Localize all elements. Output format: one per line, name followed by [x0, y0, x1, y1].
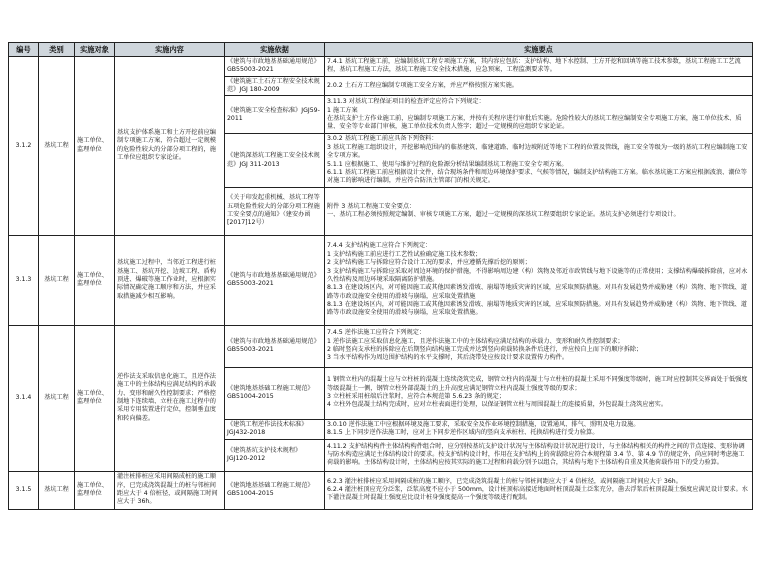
point-line: 2 临时竖向支承柱的拆除应在后期竖向结构施工完成并达到竖向荷载转换条件后进行，并应按自上而下的顺序拆除； — [327, 346, 643, 354]
cell-target: 施工单位、监理单位 — [75, 325, 115, 471]
table-header-row — [9, 43, 753, 57]
cell-basis: 《关于印发起重机械、基坑工程等五项危险性较大的分部分项工程施工安全要点的通知》（建安办函[2017]12号） — [225, 187, 325, 235]
cell-points — [325, 134, 753, 187]
standards-table — [8, 42, 752, 510]
point-line: 3.0.2 基坑工程施工前应具备下列资料： — [327, 135, 438, 143]
point-line: 8.1.3 在建设场区内，对可能因施工或其他因素诱发滑坡、崩塌等地质灾害的区域，应采取预防措施。对具有发展趋势并威胁建（构）筑物、地下管线、道路等市政设施安全使用的滑坡与崩塌，应采取处置措施 — [327, 284, 747, 300]
table-row — [9, 57, 753, 77]
table-row — [9, 471, 753, 509]
point-line: 4.11.2 支护结构构件主体结构构件组合时，应分别按基坑支护设计状况与主体结构设计状况进行设计，与主体结构相关的构件之间的节点连接、变形协调与防水构造应满足主体结构设计的要求。按支护结构设计时，作用在支护结构上的荷载除应符合本规程第 3.4 节、第 4.9 节的规定外，尚应同时考虑施工荷载的影响。主体结构设计时，主体结构应按其实际的施工过程和荷载分别予以组合，其结构与地下主体结构自重及其他荷载作用下的受力验算。 — [327, 442, 745, 467]
point-line: 3.0.10 逆作法施工中应根据环境及施工要求，采取安全及作业环境控制措施，设置通风、排气、照明及电力设施。 — [327, 420, 640, 428]
point-line: 5.1.1 应根据施工、使用与维护过程的危险源分析结果编制基坑工程施工安全专项方案。 — [327, 160, 568, 168]
cell-category: 基坑工程 — [39, 57, 75, 236]
point-line: 2.0.2 土石方工程应编制专项施工安全方案，并应严格按照方案实施。 — [327, 81, 518, 89]
cell-points — [325, 235, 753, 325]
cell-content: 逆作法支采取信息化施工，且逆作法施工中的主体结构应满足结构的承载力、变形和耐久性控制要求；严格控制地下连续墙、立柱在施工过程中的采用专用装置进行定位，控制垂直度和转向偏差。 — [115, 325, 225, 471]
point-line: 6.2.3 灌注桩排桩应采用间隔成桩的施工顺序，已完成浇筑混凝土的桩与邻桩间距应大于 4 倍桩径，或间隔施工时间应大于 36h。 — [327, 477, 682, 485]
cell-basis: 《建筑施工安全检查标准》JGJ59-2011 — [225, 96, 325, 134]
cell-id: 3.1.3 — [9, 235, 39, 325]
table-row — [9, 325, 753, 367]
point-line: 6.1.1 基坑工程施工前应根据设计文件，结合现场条件和周边环境保护要求、气候等情况，编制支护结构施工方案。临水基坑施工方案应根据波浪、潮位等对施工的影响进行编制，并应符合防汛主管部门的相关规定。 — [327, 168, 747, 185]
cell-id: 3.1.5 — [9, 471, 39, 509]
cell-points — [325, 325, 753, 367]
header-category: 类别 — [39, 43, 75, 57]
point-line: 8.1.5 上下同步逆作法施工时，应对上下同步逆作区域内的竖向支承桩柱、托换结构进行受力验算。 — [327, 429, 599, 437]
cell-basis: 《建筑基坑支护技术规程》JGJ120-2012 — [225, 439, 325, 471]
cell-points — [325, 96, 753, 134]
cell-points — [325, 57, 753, 77]
table-row — [9, 235, 753, 325]
cell-category: 基坑工程 — [39, 325, 75, 471]
cell-points — [325, 471, 753, 509]
header-target: 实施对象 — [75, 43, 115, 57]
header-content: 实施内容 — [115, 43, 225, 57]
cell-content: 基坑施工过程中，当邻近工程进行桩基施工、基坑开挖、边坡工程、盾构顶进、爆破等施工作业时，应根据实际情况确定施工顺序和方法，并应采取措施减少相互影响。 — [115, 235, 225, 325]
cell-basis: 《建筑深基坑工程施工安全技术规范》JGJ 311-2013 — [225, 134, 325, 187]
point-line: 7.4.4 支护结构施工应符合下列规定： — [327, 242, 432, 250]
header-basis: 实施依据 — [225, 43, 325, 57]
header-points: 实施要点 — [325, 43, 753, 57]
cell-id: 3.1.4 — [9, 325, 39, 471]
point-line: 6.2.4 灌注桩顶应充分泛浆，泛浆高度不应小于 500mm，设计桩顶标高接近地面时桩顶混凝土泛浆充分，凿去浮浆后桩顶混凝土强度应满足设计要求。水下灌注混凝土时混凝土强度应比设计桩身强度提高一个强度等级进行配制。 — [327, 485, 748, 502]
cell-basis: 《建筑地基基础工程施工规范》GB51004-2015 — [225, 367, 325, 419]
cell-id: 3.1.2 — [9, 57, 39, 236]
cell-basis: 《建筑施工土石方工程安全技术规范》JGJ 180-2009 — [225, 76, 325, 96]
cell-target: 施工单位、监理单位 — [75, 57, 115, 236]
cell-category: 基坑工程 — [39, 235, 75, 325]
point-line: 4 立柱外包混凝土结构完成时，应对立柱表面进行处理，以保证钢管立柱与周围混凝土的连接质量，外包混凝土浇筑应密实。 — [327, 401, 668, 409]
cell-target: 施工单位、监理单位 — [75, 235, 115, 325]
point-line: 7.4.1 基坑工程施工前，应编制基坑工程专项施工方案，其内容应包括：支护结构、地下水控制、土方开挖和回填等施工技术参数，基坑工程施工工艺流程，基坑工程施工方法，基坑工程施工安全技术措施，应急预案，工程监测要求等。 — [327, 58, 741, 74]
point-line: 2 支护结构施工与拆除应符合设计工况的要求，并应遵循先撑后挖的原则； — [327, 259, 531, 267]
point-line: 一、基坑工程必须按照规定编制、审核专项施工方案，超过一定规模的深基坑工程要组织专家论证。基坑支护必须进行专项设计。 — [327, 211, 680, 219]
cell-basis: 《建筑地基基础工程施工规范》GB51004-2015 — [225, 471, 325, 509]
point-line: 3.11.3 对基坑工程保证项目的检查评定应符合下列规定： — [327, 98, 485, 106]
point-line: 3 基坑工程施工组织设计，开挖影响范围内的临基建筑、临建道路、临时边坡附近等地下工程的位置及管线，施工安全等级为一级的基坑工程应编制施工安全专项方案。 — [327, 143, 748, 160]
table-body — [9, 57, 753, 510]
point-line: 3 立柱桩采用桩端后注浆时，应符合本规范第 5.6.23 条的规定； — [327, 393, 506, 401]
cell-category: 基坑工程 — [39, 471, 75, 509]
point-line: 附件 3 基坑工程施工安全要点： — [327, 202, 416, 210]
cell-basis: 《建筑工程逆作法技术标准》JGJ432-2018 — [225, 419, 325, 439]
cell-basis: 《建筑与市政地基基础通用规范》GB55003-2021 — [225, 325, 325, 367]
point-line: 1 支护结构施工前应进行工艺性试验确定施工技术参数； — [327, 250, 482, 258]
point-line: 3 支护结构施工与拆除应采取对周边环境的保护措施，不得影响周边建（构）筑物及邻近市政管线与地下设施等的正常使用；支撑结构爆破拆除前，应对永久性结构及周边环境采取隔离防护措施。 — [327, 267, 748, 283]
cell-content: 基坑支护体系施工和土方开挖前应编制专项施工方案，符合超过一定规模的危险性较大的分部分项工程的，施工单位应组织专家论证。 — [115, 57, 225, 236]
cell-points — [325, 367, 753, 419]
cell-basis: 《建筑与市政地基基础通用规范》GB55003-2021 — [225, 235, 325, 325]
point-line: 1 施工方案 — [327, 106, 358, 114]
cell-points — [325, 76, 753, 96]
cell-content: 灌注桩排桩应采用间隔成桩的施工顺序，已完成浇筑混凝土的桩与邻桩间距应大于 4 倍桩径，或间隔施工时间应大于 36h。 — [115, 471, 225, 509]
point-line: 7.4.5 逆作法施工应符合下列规定： — [327, 329, 426, 337]
cell-points — [325, 187, 753, 235]
point-line: 3 当水平结构作为周边围护结构的水平支撑时，其后浇带处应按设计要求设置传力构件。 — [327, 354, 569, 362]
cell-basis: 《建筑与市政地基基础通用规范》GB55003-2021 — [225, 57, 325, 77]
point-line: 1 钢管立柱内的混凝土应与立柱桩的混凝土连续浇筑完成，钢管立柱内的混凝土与立柱桩的混凝土采用不同强度等级时，施工时应控制其交界面处于低强度等级混凝土一侧，钢管立柱外部混凝土的上升高度应满足钢管立柱内混凝土强度等级的要求； — [327, 376, 748, 392]
cell-points — [325, 439, 753, 471]
point-line: 8.1.3 在建设场区内，对可能因施工或其他因素诱发滑坡、崩塌等地质灾害的区域，应采取预防措施。对具有发展趋势并威胁建（构）筑物、地下管线、道路等市政设施安全使用的滑坡与崩塌，应采取处置措施。 — [327, 300, 747, 317]
header-id: 编号 — [9, 43, 39, 57]
point-line: 在基坑支护土方作业施工前，应编制专项施工方案，并按有关程序进行审批后实施。危险性较大的基坑工程应编制安全专项施工方案，施工单位技术、质量、安全等专业部门审核，施工单位技术负责人签字；超过一定规模的应组织专家论证。 — [327, 114, 742, 131]
cell-target: 施工单位、监理单位 — [75, 471, 115, 509]
point-line: 1 逆作法施工应采取信息化施工，且逆作法施工中的主体结构应满足结构的承载力、变形和耐久性控制要求； — [327, 337, 624, 345]
cell-points — [325, 419, 753, 439]
